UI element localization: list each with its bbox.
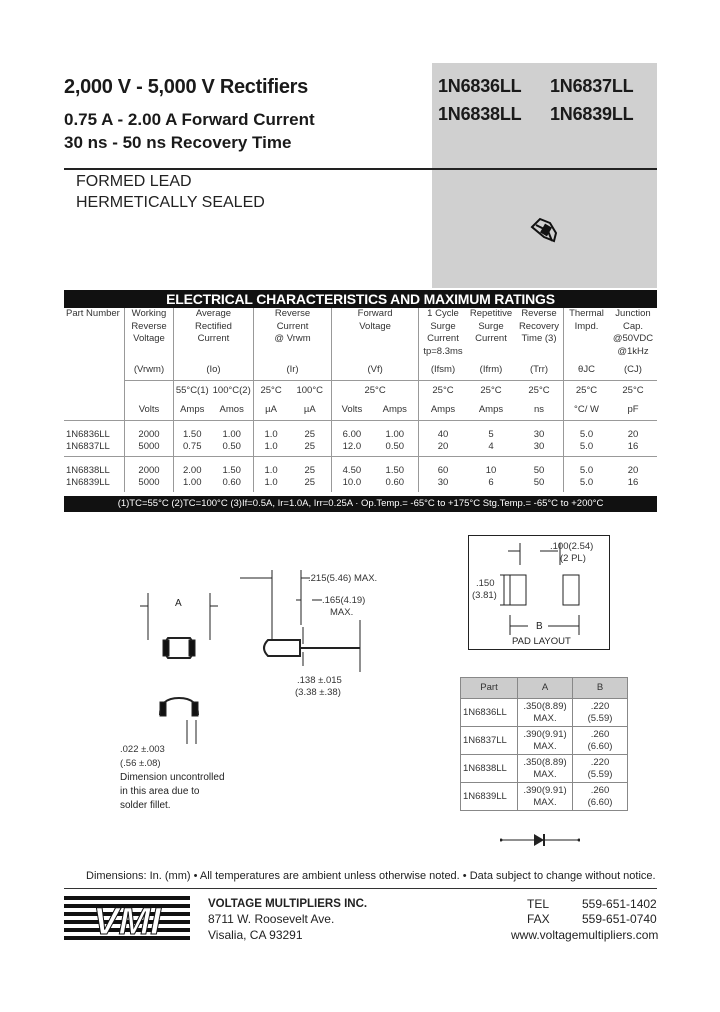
dim-part-cell: 1N6837LL bbox=[463, 734, 507, 746]
dim-value-cell: .260 bbox=[590, 728, 610, 740]
table-cell: 2000 bbox=[138, 464, 160, 476]
table-cell: 30 bbox=[533, 428, 545, 440]
table-cell: 5000 bbox=[138, 441, 160, 452]
unit: Amps bbox=[174, 400, 211, 420]
col-header: Working Reverse Voltage bbox=[125, 308, 174, 364]
unit: Amps bbox=[478, 404, 504, 415]
table-cell: 25 bbox=[304, 464, 316, 476]
table-cell: 0.60 bbox=[385, 477, 405, 488]
vmi-logo bbox=[64, 894, 194, 944]
table-cell: 1.50 bbox=[222, 464, 241, 476]
table-cell: 5.0 bbox=[579, 441, 594, 452]
dim-138-mm: (3.38 ±.38) bbox=[295, 687, 341, 698]
symbol: (Ir) bbox=[253, 364, 331, 380]
dim-165: .165(4.19) bbox=[322, 595, 366, 606]
diode-package-icon bbox=[526, 213, 562, 249]
part-number: 1N6836LL bbox=[438, 76, 522, 96]
address-line2: Visalia, CA 93291 bbox=[208, 928, 303, 942]
pad-dim-150-mm: (3.81) bbox=[472, 590, 497, 601]
col-header: Reverse Current @ Vrwm bbox=[253, 308, 331, 364]
table-cell: 16 bbox=[627, 477, 639, 488]
unit: Volts bbox=[332, 400, 372, 420]
dim-value-cell: .350(8.89) bbox=[523, 756, 567, 768]
table-cell: 4.50 bbox=[342, 464, 362, 476]
dim-022-mm: (.56 ±.08) bbox=[120, 758, 161, 769]
col-header: Part Number bbox=[66, 308, 120, 319]
address-line1: 8711 W. Roosevelt Ave. bbox=[208, 912, 335, 926]
dim-a-label: A bbox=[175, 598, 182, 609]
uncontrolled-note: in this area due to bbox=[120, 786, 200, 797]
table-notes: (1)TC=55°C (2)TC=100°C (3)If=0.5A, Ir=1.0A, Irr=0.25A · Op.Temp.= -65°C to +175°C Stg.Temp.= -65°C to +200°C bbox=[64, 496, 657, 512]
part-number: 1N6838LL bbox=[438, 104, 522, 124]
unit: Amos bbox=[219, 404, 244, 415]
dim-header: B bbox=[573, 678, 628, 699]
logo-text: VMI bbox=[93, 901, 161, 943]
table-cell: 25 bbox=[304, 477, 316, 488]
part-number: 1N6837LL bbox=[550, 76, 634, 96]
dim-138: .138 ±.015 bbox=[297, 675, 342, 686]
table-cell: 30 bbox=[437, 477, 449, 488]
unit: ns bbox=[533, 404, 545, 415]
table-cell: 12.0 bbox=[342, 441, 362, 452]
footer-note: Dimensions: In. (mm) • All temperatures are ambient unless otherwise noted. • Data subject to change without notice. bbox=[86, 870, 656, 882]
table-cell: 25 bbox=[304, 441, 316, 452]
table-cell: 5.0 bbox=[579, 477, 594, 488]
fax-label: FAX bbox=[527, 912, 550, 926]
unit: Amps bbox=[382, 404, 407, 415]
dim-value-cell: .390(9.91) bbox=[523, 784, 567, 796]
dim-header: A bbox=[518, 678, 573, 699]
part-number-cell: 1N6836LL bbox=[66, 428, 110, 440]
dim-value-cell: MAX. bbox=[533, 768, 557, 780]
table-cell: 5.0 bbox=[579, 428, 594, 440]
symbol: (Vrwm) bbox=[125, 364, 174, 380]
table-cell: 5000 bbox=[138, 477, 160, 488]
table-cell: 1.0 bbox=[264, 477, 278, 488]
symbol: (Ifsm) bbox=[419, 364, 468, 380]
symbol: θJC bbox=[564, 364, 610, 380]
table-cell: 2.00 bbox=[183, 464, 202, 476]
dim-part-cell: 1N6838LL bbox=[463, 762, 507, 774]
part-number: 1N6839LL bbox=[550, 104, 634, 124]
col-header: Thermal Impd. bbox=[564, 308, 610, 364]
table-cell: 50 bbox=[533, 464, 545, 476]
table-cell: 0.75 bbox=[183, 441, 202, 452]
dim-value-cell: .260 bbox=[590, 784, 610, 796]
unit: µA bbox=[253, 400, 288, 420]
dim-value-cell: .350(8.89) bbox=[523, 700, 567, 712]
company-name: VOLTAGE MULTIPLIERS INC. bbox=[208, 898, 368, 910]
dimension-table bbox=[460, 677, 628, 811]
condition: 25°C bbox=[332, 380, 419, 400]
table-cell: 50 bbox=[533, 477, 545, 488]
dim-value-cell: .220 bbox=[590, 700, 610, 712]
pad-dim-100: .100(2.54) bbox=[550, 541, 594, 552]
table-cell: 20 bbox=[627, 464, 639, 476]
dim-value-cell: (5.59) bbox=[587, 712, 613, 724]
table-cell: 20 bbox=[437, 441, 449, 452]
symbol: (Ifrm) bbox=[479, 364, 503, 375]
uncontrolled-note: Dimension uncontrolled bbox=[120, 772, 225, 783]
condition: 25°C bbox=[419, 380, 468, 400]
dim-value-cell: (6.60) bbox=[587, 740, 613, 752]
col-header: Forward Voltage bbox=[332, 308, 419, 364]
unit: Volts bbox=[125, 400, 174, 420]
table-cell: 4 bbox=[488, 441, 494, 452]
symbol: (CJ) bbox=[624, 364, 642, 375]
table-cell: 40 bbox=[437, 428, 449, 440]
table-cell: 6 bbox=[488, 477, 494, 488]
dim-header: Part bbox=[461, 678, 518, 699]
header-divider bbox=[64, 168, 657, 170]
table-cell: 0.50 bbox=[385, 441, 405, 452]
table-cell: 5.0 bbox=[579, 464, 594, 476]
table-cell: 0.60 bbox=[222, 477, 241, 488]
condition: 100°C bbox=[288, 380, 331, 400]
electrical-characteristics-table bbox=[64, 290, 657, 492]
condition: 55°C(1) bbox=[174, 380, 211, 400]
symbol: (Trr) bbox=[529, 364, 549, 375]
col-header: Reverse Recovery Time (3) bbox=[518, 308, 560, 344]
table-cell: 16 bbox=[627, 441, 639, 452]
pad-layout-caption: PAD LAYOUT bbox=[512, 636, 571, 647]
page-title: 2,000 V - 5,000 V Rectifiers bbox=[64, 76, 308, 98]
website-link[interactable]: www.voltagemultipliers.com bbox=[511, 928, 659, 942]
table-cell: 5 bbox=[488, 428, 494, 440]
dim-215: .215(5.46) MAX. bbox=[308, 573, 378, 584]
col-header: Repetitive Surge Current bbox=[469, 308, 513, 344]
pad-layout-drawing bbox=[468, 535, 610, 650]
col-header: Average Rectified Current bbox=[174, 308, 254, 364]
table-cell: 30 bbox=[533, 441, 545, 452]
table-cell: 25 bbox=[304, 428, 316, 440]
table-cell: 0.50 bbox=[222, 441, 241, 452]
table-cell: 1.50 bbox=[385, 464, 405, 476]
table-cell: 10 bbox=[485, 464, 497, 476]
symbol: (Io) bbox=[174, 364, 254, 380]
part-number-cell: 1N6837LL bbox=[66, 441, 110, 452]
dim-value-cell: MAX. bbox=[533, 796, 557, 808]
diode-symbol-icon bbox=[500, 832, 580, 848]
dim-165-max: MAX. bbox=[330, 607, 354, 618]
subtitle-current: 0.75 A - 2.00 A Forward Current bbox=[64, 110, 315, 129]
condition: 25°C bbox=[253, 380, 288, 400]
feature-formed-lead: FORMED LEAD bbox=[76, 173, 192, 190]
outline-drawing bbox=[60, 560, 440, 810]
condition: 25°C bbox=[467, 380, 515, 400]
symbol: (Vf) bbox=[332, 364, 419, 380]
uncontrolled-note: solder fillet. bbox=[120, 800, 171, 810]
dim-value-cell: MAX. bbox=[533, 740, 557, 752]
table-title: ELECTRICAL CHARACTERISTICS AND MAXIMUM RATINGS bbox=[64, 290, 657, 308]
table-cell: 1.0 bbox=[264, 441, 278, 452]
fax-number: 559-651-0740 bbox=[582, 912, 657, 926]
dim-part-cell: 1N6839LL bbox=[463, 790, 507, 802]
table-cell: 2000 bbox=[138, 428, 160, 440]
condition: 25°C bbox=[564, 380, 610, 400]
footer-divider bbox=[64, 888, 657, 889]
table-cell: 20 bbox=[627, 428, 639, 440]
dim-value-cell: MAX. bbox=[533, 712, 557, 724]
tel-number: 559-651-1402 bbox=[582, 897, 657, 911]
pad-dim-100-pl: (2 PL) bbox=[560, 553, 586, 564]
tel-label: TEL bbox=[527, 897, 550, 911]
condition: 25°C bbox=[609, 380, 657, 400]
part-number-cell: 1N6838LL bbox=[66, 464, 110, 476]
condition: 25°C bbox=[515, 380, 564, 400]
part-number-panel bbox=[432, 63, 657, 288]
part-number-cell: 1N6839LL bbox=[66, 477, 110, 488]
pad-dim-b: B bbox=[536, 621, 543, 632]
pad-dim-150: .150 bbox=[476, 578, 495, 589]
table-cell: 1.0 bbox=[264, 428, 278, 440]
feature-hermetic: HERMETICALLY SEALED bbox=[76, 194, 265, 211]
unit: pF bbox=[627, 404, 639, 415]
table-cell: 1.00 bbox=[385, 428, 405, 440]
dim-022: .022 ±.003 bbox=[120, 744, 165, 755]
table-cell: 1.00 bbox=[183, 477, 202, 488]
table-cell: 60 bbox=[437, 464, 449, 476]
dim-value-cell: .390(9.91) bbox=[523, 728, 567, 740]
table-cell: 1.00 bbox=[222, 428, 241, 440]
dim-value-cell: (5.59) bbox=[587, 768, 613, 780]
condition: 100°C(2) bbox=[211, 380, 254, 400]
subtitle-recovery: 30 ns - 50 ns Recovery Time bbox=[64, 133, 292, 152]
unit: °C/ W bbox=[564, 400, 610, 420]
unit: µA bbox=[303, 404, 316, 415]
table-cell: 10.0 bbox=[342, 477, 362, 488]
col-header: 1 Cycle Surge Current tp=8.3ms bbox=[419, 308, 468, 364]
table-cell: 1.0 bbox=[264, 464, 278, 476]
col-header: Junction Cap. @50VDC @1kHz bbox=[612, 308, 654, 357]
table-cell: 1.50 bbox=[183, 428, 202, 440]
dim-part-cell: 1N6836LL bbox=[463, 706, 507, 718]
dim-value-cell: (6.60) bbox=[587, 796, 613, 808]
dim-value-cell: .220 bbox=[590, 756, 610, 768]
table-cell: 6.00 bbox=[342, 428, 362, 440]
unit: Amps bbox=[419, 400, 468, 420]
